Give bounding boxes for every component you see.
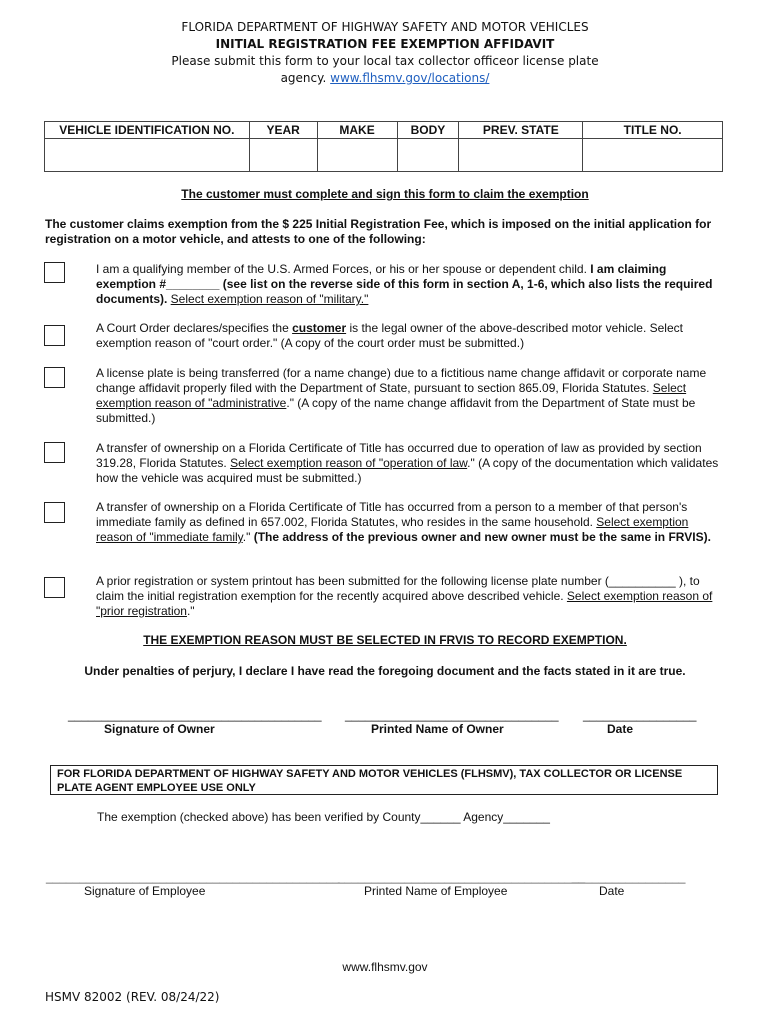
make-field[interactable] <box>317 139 397 172</box>
intro-text: The customer claims exemption from the $ 225 Initial Registration Fee, which is imposed on the initial application for registration on a motor vehicle, and attests to one of the following: <box>45 217 712 246</box>
frvis-notice: THE EXEMPTION REASON MUST BE SELECTED IN FRVIS TO RECORD EXEMPTION. <box>143 633 627 647</box>
customer-notice: The customer must complete and sign this form to claim the exemption <box>181 187 589 201</box>
option-text-2: ." <box>186 604 195 618</box>
option-text-2: ." (A copy of the name change affidavit from the Department of State must be submitted.) <box>96 396 696 425</box>
col-year: YEAR <box>249 122 317 139</box>
owner-signature-label: Signature of Owner <box>104 722 215 736</box>
instruction-line-2 <box>0 71 770 85</box>
option-text-2: is the legal owner of the above-described motor vehicle. Select exemption reason of "court order." (A copy of the court order must be submitted.) <box>96 321 683 350</box>
option-reason: Select exemption reason of "operation of law <box>230 456 468 470</box>
employee-date-line[interactable]: _________________ <box>572 870 686 884</box>
option-customer-word: customer <box>292 321 347 335</box>
col-vin: VEHICLE IDENTIFICATION NO. <box>45 122 250 139</box>
perjury-declaration: Under penalties of perjury, I declare I have read the foregoing document and the facts stated in it are true. <box>84 664 686 678</box>
option-immediate-family <box>96 500 726 545</box>
prior-registration-checkbox[interactable] <box>44 577 65 598</box>
option-text: A license plate is being transferred (for a name change) due to a fictitious name change affidavit or corporate name change affidavit properly filed with the Department of State, pursuant to section 865.09, Florida Statutes. <box>96 366 707 395</box>
employee-signature-label: Signature of Employee <box>84 884 206 898</box>
verification-text: The exemption (checked above) has been verified by County______ Agency_______ <box>97 810 550 824</box>
option-operation-of-law <box>96 441 726 486</box>
footer-website: www.flhsmv.gov <box>342 960 428 974</box>
form-title-text: INITIAL REGISTRATION FEE EXEMPTION AFFIDAVIT <box>215 37 555 51</box>
office-use-text: FOR FLORIDA DEPARTMENT OF HIGHWAY SAFETY AND MOTOR VEHICLES (FLHSMV), TAX COLLECTOR OR LICENSE PLATE AGENT EMPLOYEE USE ONLY <box>57 768 683 794</box>
option-bold-text: (The address of the previous owner and new owner must be the same in FRVIS). <box>253 530 711 544</box>
option-bold-text: I am claiming exemption #________ (see list on the reverse side of this form in section A, 1-6, which also lists the required documents). <box>96 262 713 306</box>
form-title <box>0 37 770 51</box>
option-text-2: ." <box>242 530 254 544</box>
option-reason: Select exemption reason of "immediate family <box>96 515 689 544</box>
instruction-line-1: Please submit this form to your local tax collector officeor license plate <box>171 54 599 68</box>
agency-name: FLORIDA DEPARTMENT OF HIGHWAY SAFETY AND MOTOR VEHICLES <box>181 20 589 34</box>
instruction-text: agency. <box>280 71 331 85</box>
option-text: A prior registration or system printout has been submitted for the following license plate number (__________ ), to claim the initial registration exemption for the recently acquired above described vehicle. <box>96 574 700 603</box>
col-prev-state: PREV. STATE <box>459 122 583 139</box>
option-reason: Select exemption reason of "administrative <box>96 381 687 410</box>
col-make: MAKE <box>317 122 397 139</box>
immediate-family-checkbox[interactable] <box>44 502 65 523</box>
military-checkbox[interactable] <box>44 262 65 283</box>
employee-signature-line[interactable]: ____________________________________________ <box>46 870 340 884</box>
col-body: BODY <box>397 122 459 139</box>
employee-name-line[interactable]: _____________________________________ <box>338 870 585 884</box>
option-military <box>96 262 726 307</box>
owner-name-label: Printed Name of Owner <box>371 722 504 736</box>
prev-state-field[interactable] <box>459 139 583 172</box>
owner-name-line[interactable]: ________________________________ <box>345 708 559 722</box>
locations-link[interactable]: www.flhsmv.gov/locations/ <box>330 71 490 85</box>
employee-name-label: Printed Name of Employee <box>364 884 508 898</box>
col-title-no: TITLE NO. <box>583 122 723 139</box>
owner-signature-line[interactable]: ______________________________________ <box>68 708 322 722</box>
option-prior-registration <box>96 574 726 619</box>
option-administrative <box>96 366 726 426</box>
year-field[interactable] <box>249 139 317 172</box>
option-text: A transfer of ownership on a Florida Certificate of Title has occurred due to operation of law as provided by section 319.28, Florida Statutes. <box>96 441 702 470</box>
table-header-row <box>45 122 723 139</box>
option-text: A Court Order declares/specifies the <box>96 321 293 335</box>
owner-date-label: Date <box>607 722 634 736</box>
option-reason: Select exemption reason of "military." <box>170 292 369 306</box>
title-no-field[interactable] <box>583 139 723 172</box>
option-text: A transfer of ownership on a Florida Certificate of Title has occurred from a person to a member of that person's immediate family as defined in 657.002, Florida Statutes, who resides in the same household. <box>96 500 688 529</box>
court-order-checkbox[interactable] <box>44 325 65 346</box>
employee-date-label: Date <box>599 884 625 898</box>
option-text: I am a qualifying member of the U.S. Armed Forces, or his or her spouse or dependent child. <box>96 262 591 276</box>
office-use-box <box>50 765 718 795</box>
option-reason: Select exemption reason of "prior registration <box>96 589 713 618</box>
option-text-2: ." (A copy of the documentation which validates how the vehicle was acquired must be submitted.) <box>96 456 719 485</box>
operation-of-law-checkbox[interactable] <box>44 442 65 463</box>
form-id: HSMV 82002 (REV. 08/24/22) <box>45 990 220 1004</box>
vin-field[interactable] <box>45 139 250 172</box>
body-field[interactable] <box>397 139 459 172</box>
owner-date-line[interactable]: _________________ <box>583 708 697 722</box>
table-row <box>45 139 723 172</box>
administrative-checkbox[interactable] <box>44 367 65 388</box>
vehicle-info-table <box>44 121 723 172</box>
option-court-order <box>96 321 726 351</box>
